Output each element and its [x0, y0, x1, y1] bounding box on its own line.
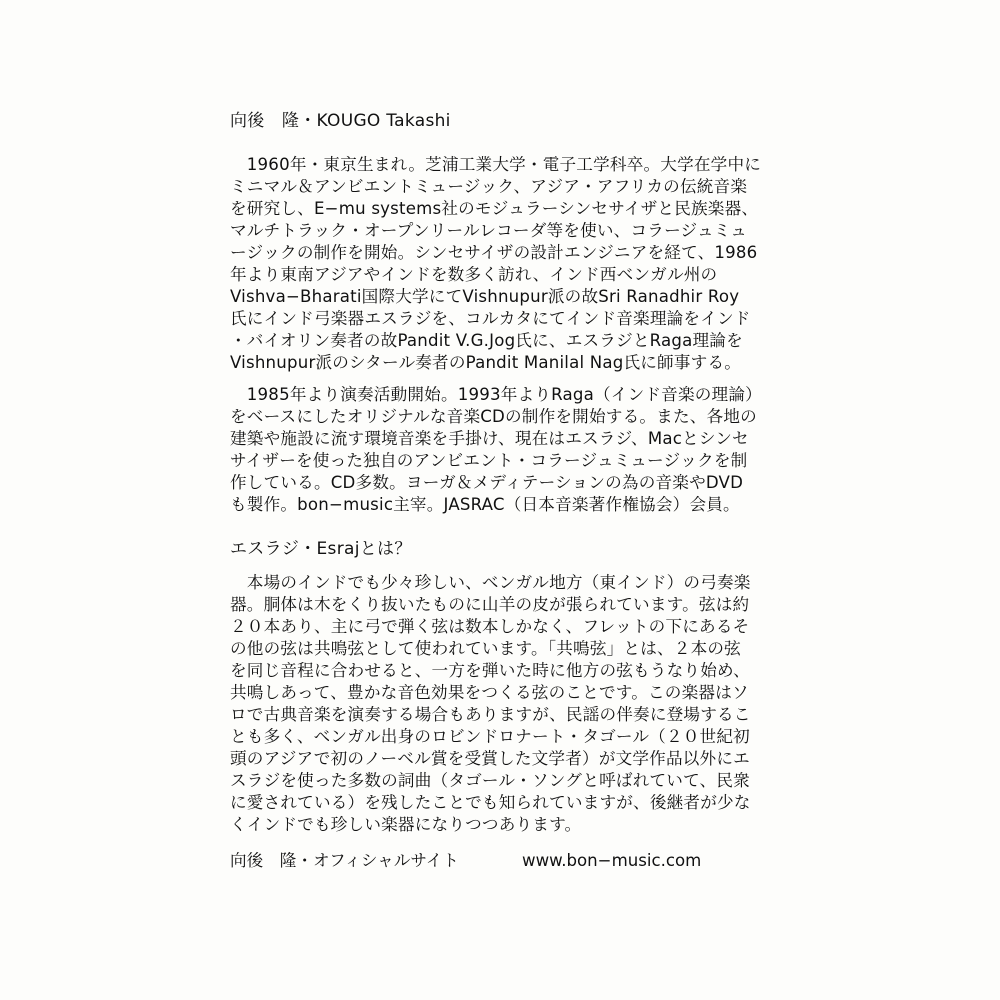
- text-line: に愛されている）を残したことでも知られていますが、後継者が少な: [230, 793, 751, 812]
- text-line: スラジを使った多数の詞曲（タゴール・ソングと呼ばれていて、民衆: [230, 771, 750, 790]
- footer-line: [230, 850, 770, 872]
- activity-paragraph: [230, 384, 770, 516]
- text-line: 本場のインドでも少々珍しい、ベンガル地方（東インド）の弓奏楽: [230, 573, 751, 592]
- text-line: を研究し、E−mu systems社のモジュラーシンセサイザと民族楽器、: [230, 199, 759, 218]
- text-line: 器。胴体は木をくり抜いたものに山羊の皮が張られています。弦は約: [230, 595, 750, 614]
- text-line: とも多く、ベンガル出身のロビンドロナート・タゴール（２０世紀初: [230, 727, 750, 746]
- text-line: Vishva−Bharati国際大学にてVishnupur派の故Sri Ranadhir Roy: [230, 287, 740, 306]
- text-line: ージックの制作を開始。シンセサイザの設計エンジニアを経て、1986: [230, 243, 758, 262]
- author-heading: 向後 隆・KOUGO Takashi: [230, 111, 451, 131]
- esraj-paragraph: [230, 572, 770, 836]
- text-line: ミニマル＆アンビエントミュージック、アジア・アフリカの伝統音楽: [230, 177, 748, 196]
- text-line: 氏にインド弓楽器エスラジを、コルカタにてインド音楽理論をインド: [230, 309, 751, 328]
- text-line: ２０本あり、主に弓で弾く弦は数本しかなく、フレットの下にあるそ: [230, 617, 750, 636]
- website-url[interactable]: www.bon−music.com: [522, 851, 702, 870]
- text-line: 1960年・東京生まれ。芝浦工業大学・電子工学科卒。大学在学中に: [230, 155, 762, 174]
- text-line: 頭のアジアで初のノーベル賞を受賞した文学者）が文学作品以外にエ: [230, 749, 750, 768]
- text-line: 作している。CD多数。ヨーガ＆メディテーションの為の音楽やDVD: [230, 473, 744, 492]
- text-line: 共鳴しあって、豊かな音色効果をつくる弦のことです。この楽器はソ: [230, 683, 749, 702]
- text-line: Vishnupur派のシタール奏者のPandit Manilal Nag氏に師事する。: [230, 353, 742, 372]
- text-line: くインドでも珍しい楽器になりつつあります。: [230, 815, 582, 834]
- text-line: 年より東南アジアやインドを数多く訪れ、インド西ベンガル州の: [230, 265, 718, 284]
- text-line: をベースにしたオリジナルな音楽CDの制作を開始する。また、各地の: [230, 407, 757, 426]
- text-line: ・バイオリン奏者の故Pandit V.G.Jog氏に、エスラジとRaga理論を: [230, 331, 743, 350]
- text-line: マルチトラック・オープンリールレコーダ等を使い、コラージュミュ: [230, 221, 748, 240]
- text-line: を同じ音程に合わせると、一方を弾いた時に他方の弦もうなり始め、: [230, 661, 750, 680]
- text-line: サイザーを使った独自のアンビエント・コラージュミュージックを制: [230, 451, 748, 470]
- esraj-heading: エスラジ・Esrajとは？: [230, 539, 412, 559]
- text-line: の他の弦は共鳴弦として使われています。「共鳴弦」とは、２本の弦: [230, 639, 741, 658]
- text-line: 1985年より演奏活動開始。1993年よりRaga（インド音楽の理論）: [230, 385, 762, 404]
- biography-paragraph: [230, 154, 770, 374]
- text-line: ロで古典音楽を演奏する場合もありますが、民謡の伴奏に登場するこ: [230, 705, 751, 724]
- official-site-label: 向後 隆・オフィシャルサイト: [230, 851, 459, 870]
- text-line: 建築や施設に流す環境音楽を手掛け、現在はエスラジ、Macとシンセ: [230, 429, 749, 448]
- text-line: も製作。bon−music主宰。JASRAC（日本音楽著作権協会）会員。: [230, 495, 740, 514]
